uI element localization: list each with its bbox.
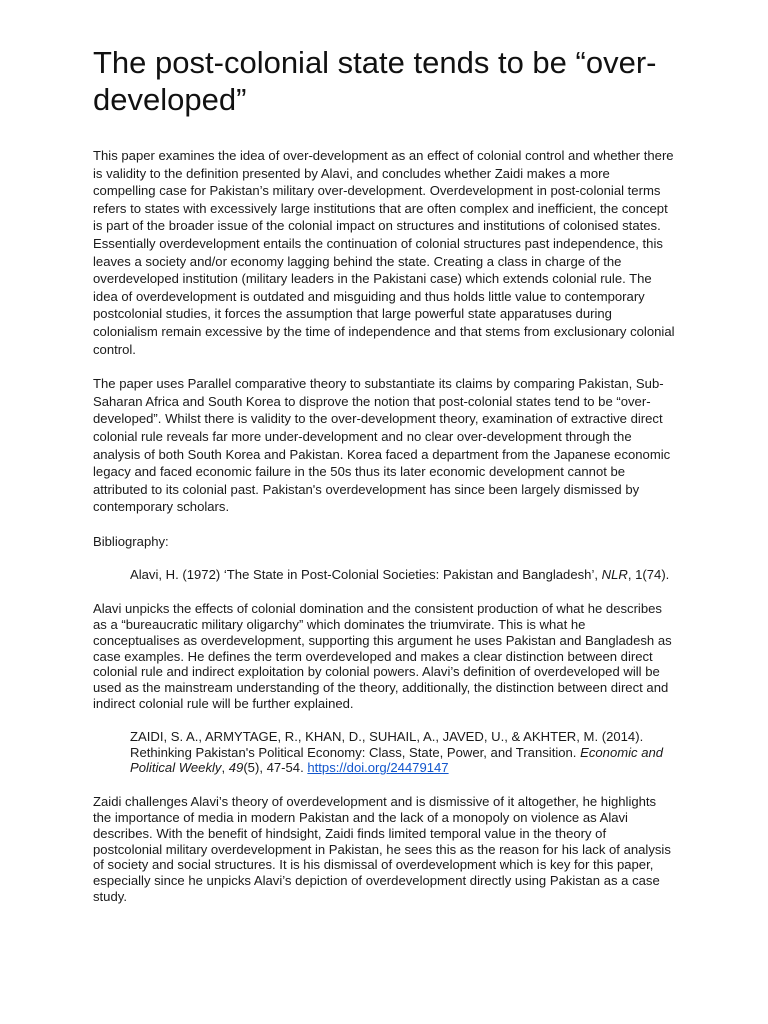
ref-zaidi-sep: , <box>221 760 229 776</box>
bibliography-heading: Bibliography: <box>93 533 169 549</box>
ref-alavi-journal: NLR <box>601 567 628 583</box>
document-page <box>93 44 675 922</box>
ref-zaidi-issue: (5), 47-54. <box>243 760 308 776</box>
ref-alavi-tail: , 1(74). <box>627 567 670 583</box>
doi-link[interactable]: https://doi.org/24479147 <box>307 760 449 776</box>
zaidi-annotation: Zaidi challenges Alavi’s theory of overdevelopment and is dismissive of it altogether, he highlights the importance of media in modern Pakistan and the lack of a monopoly on violence as Alavi describes. With the benefit of hindsight, Zaidi finds limited temporal value in the theory of postcolonial military overdevelopment in Pakistan, he sees this as the reason for his lack of analysis of society and social structures. It is his dismissal of overdevelopment which is key for this paper, especially since he unpicks Alavi’s depiction of overdevelopment directly using Pakistan as a case study. <box>93 794 671 905</box>
page-title: The post-colonial state tends to be “over-developed” <box>93 45 657 117</box>
ref-zaidi-text: ZAIDI, S. A., ARMYTAGE, R., KHAN, D., SUHAIL, A., JAVED, U., & AKHTER, M. (2014). Rethinking Pakistan's Political Economy: Class, State, Power, and Transition. <box>130 728 644 760</box>
intro-paragraph: This paper examines the idea of over-development as an effect of colonial control and whether there is validity to the definition presented by Alavi, and concludes whether Zaidi makes a more compelling case for Pakistan’s military over-development. Overdevelopment in post-colonial terms refers to states with excessively large institutions that are often complex and inefficient, the concept is part of the broader issue of the colonial impact on structures and institutions of colonised states. Essentially overdevelopment entails the continuation of colonial structures past independence, this leaves a society and/or economy lagging behind the state. Creating a class in charge of the overdeveloped institution (military leaders in the Pakistani case) which extends colonial rule. The idea of overdevelopment is outdated and misguiding and thus holds little value to contemporary postcolonial studies, it forces the assumption that large powerful state apparatuses during colonialism remain excessive by the time of independence and that stems from exclusionary colonial control. <box>93 148 675 357</box>
alavi-annotation: Alavi unpicks the effects of colonial domination and the consistent production of what he describes as a “bureaucratic military oligarchy” which dominates the triumvirate. This is what he conceptualises as overdevelopment, supporting this argument he uses Pakistan and Bangladesh as case examples. He defines the term overdeveloped and makes a clear distinction between direct colonial rule and indirect exploitation by colonial powers. Alavi’s definition of overdeveloped will be used as the mainstream understanding of the theory, additionally, the distinction between direct and indirect colonial rule will be further explained. <box>93 601 672 712</box>
reference-zaidi <box>130 729 675 776</box>
ref-zaidi-journal: Economic and Political Weekly <box>130 744 664 776</box>
method-paragraph: The paper uses Parallel comparative theory to substantiate its claims by comparing Pakistan, Sub-Saharan Africa and South Korea to disprove the notion that post-colonial states tend to be “over-developed”. Whilst there is validity to the over-development theory, examination of extractive direct colonial rule reveals far more under-development and no clear over-development through the analysis of both South Korea and Pakistan. Korea faced a department from the Japanese economic legacy and faced economic failure in the 50s thus its later economic development cannot be attributed to its colonial past. Pakistan's overdevelopment has since been largely dismissed by contemporary scholars. <box>93 376 671 515</box>
ref-alavi-text: Alavi, H. (1972) ‘The State in Post-Colonial Societies: Pakistan and Bangladesh’, <box>130 567 602 583</box>
ref-zaidi-volume: 49 <box>228 760 244 776</box>
reference-alavi <box>130 567 675 583</box>
